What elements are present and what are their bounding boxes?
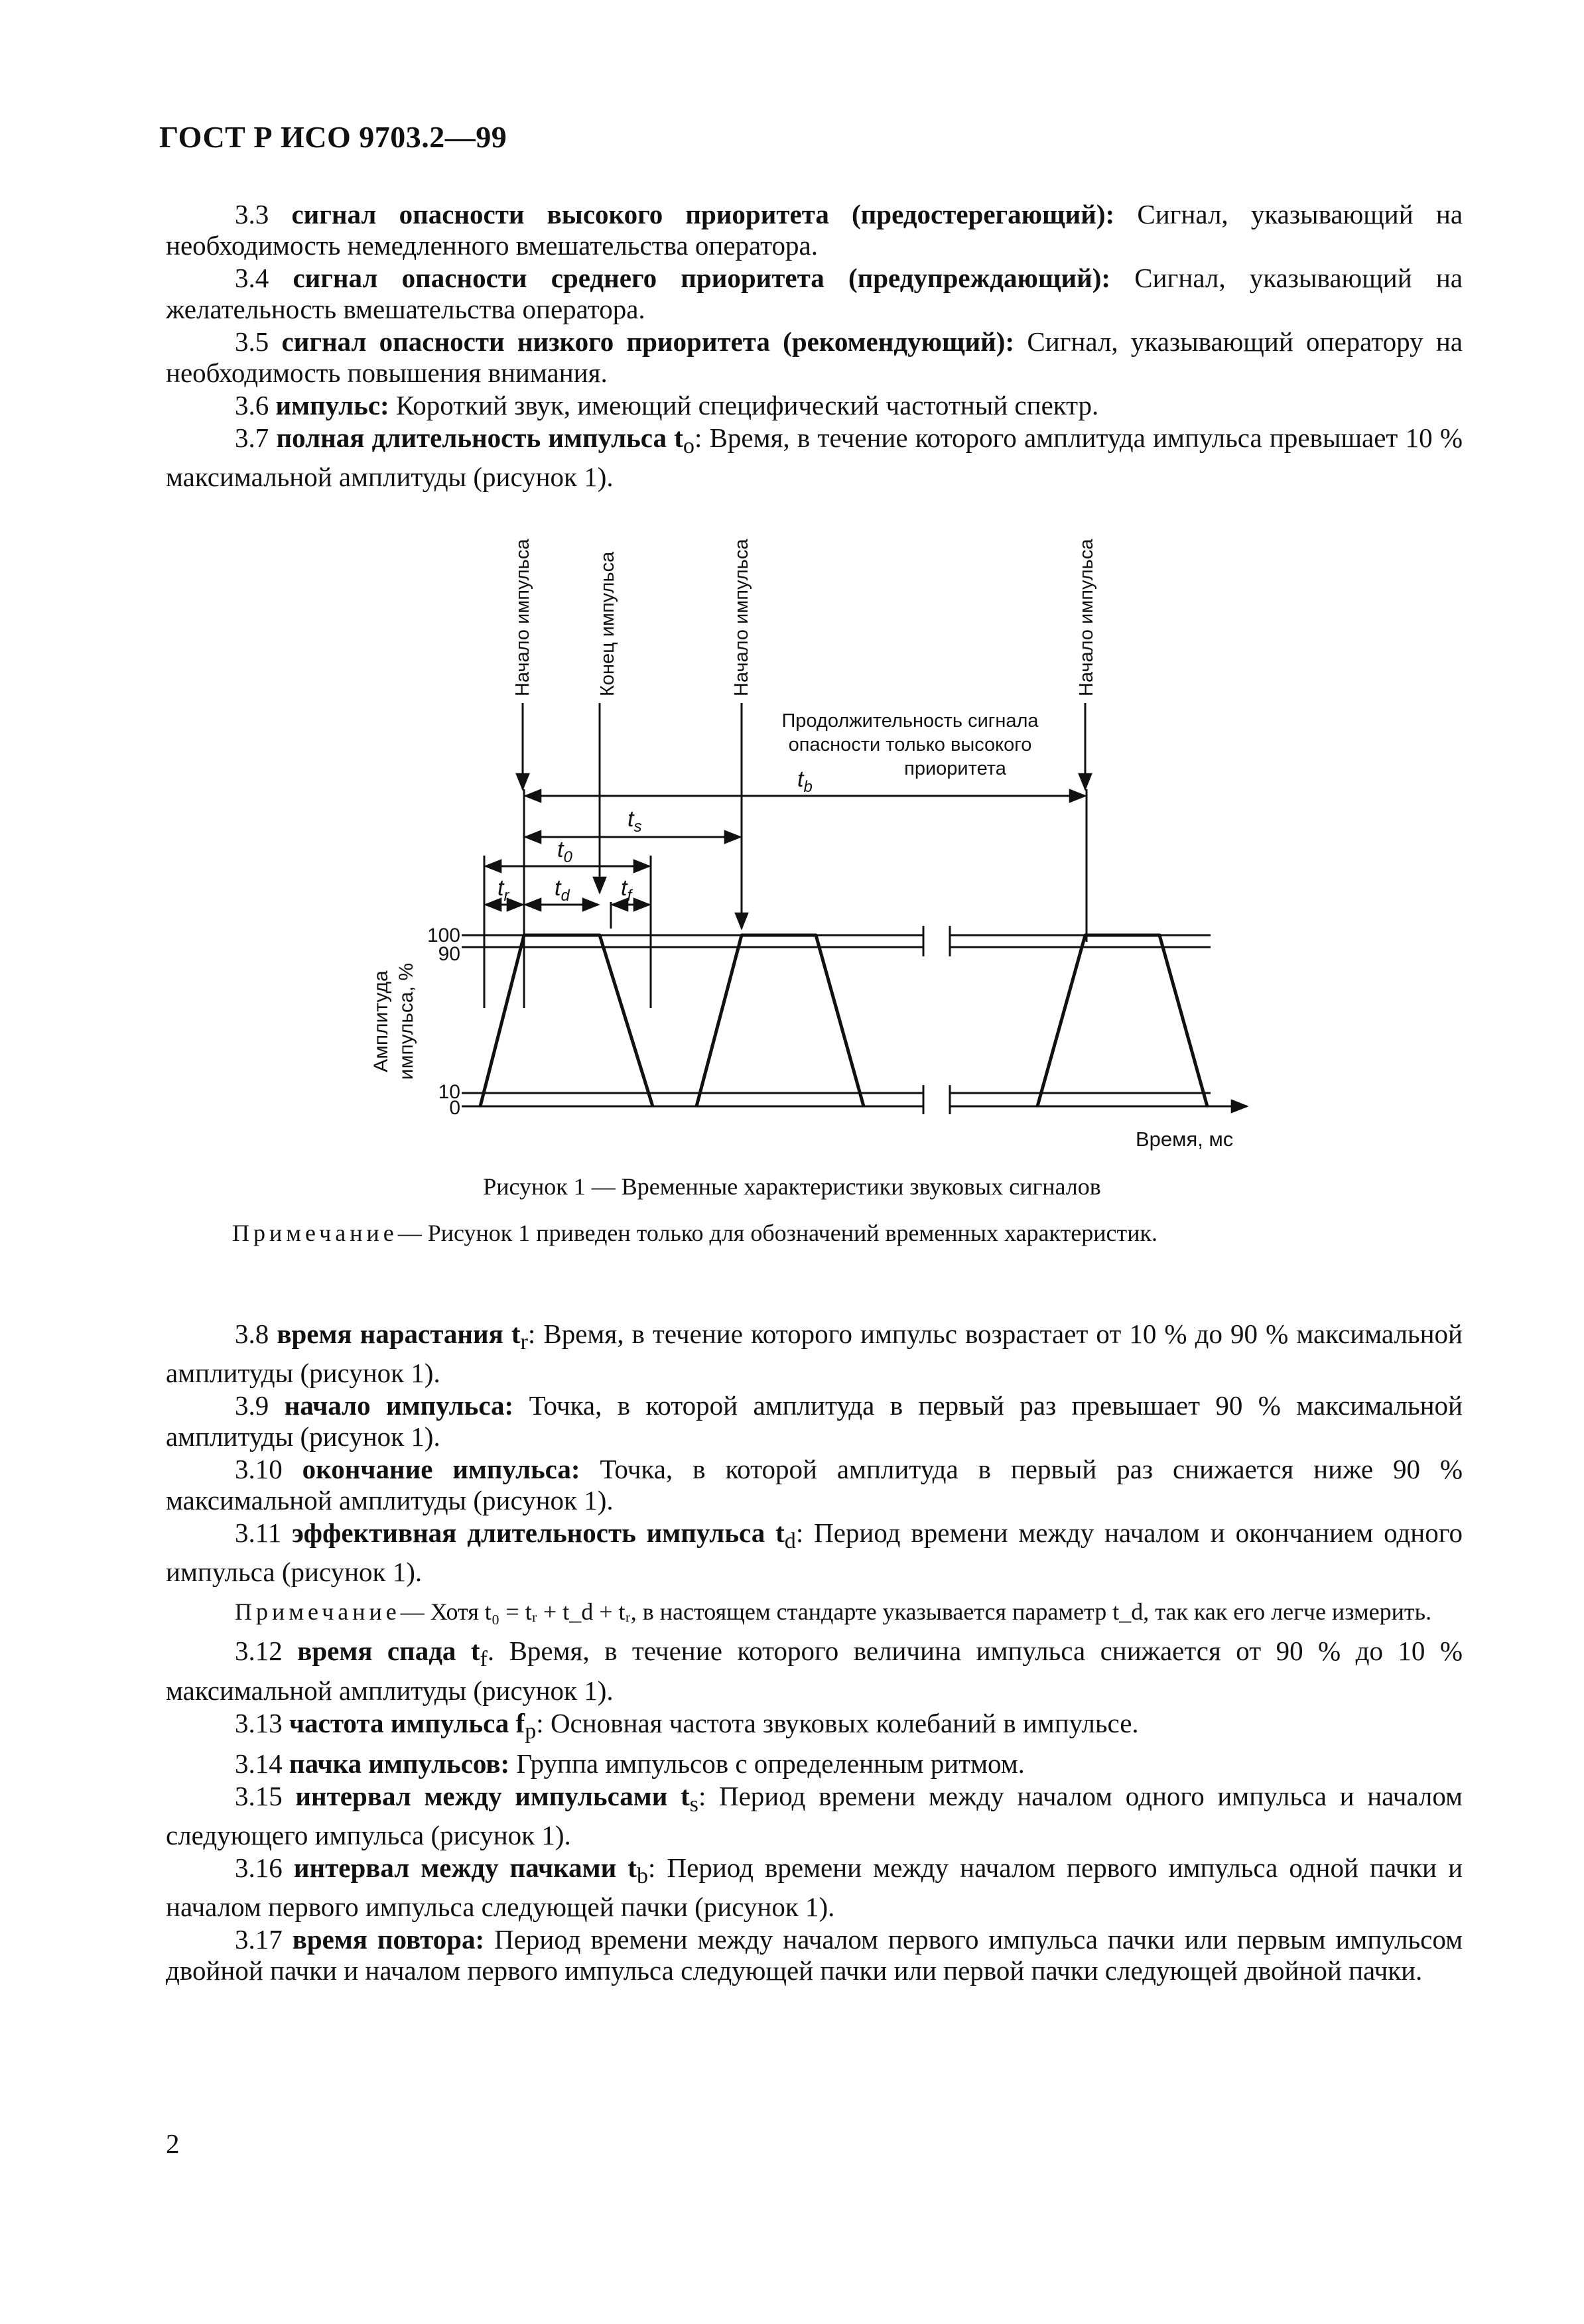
duration-label-line2: опасности только высокого xyxy=(788,734,1032,755)
paragraph-number: 3.16 xyxy=(235,1852,283,1883)
pulse-2 xyxy=(696,935,864,1106)
definition: Сигнал, указывающий на желательность вмешательства оператора. xyxy=(166,263,1463,324)
term: время спада t xyxy=(297,1636,480,1667)
paragraph-3-4 xyxy=(166,263,1463,325)
duration-label-line3: приоритета xyxy=(904,758,1006,779)
term-subscript: s xyxy=(689,1791,698,1817)
paragraph-number: 3.10 xyxy=(235,1454,283,1485)
note-text: — Хотя t₀ = tᵣ + t_d + tᵣ, в настоящем стандарте указывается параметр t_d, так как его легче измерить. xyxy=(400,1598,1432,1626)
term: интервал между импульсами t xyxy=(295,1780,690,1811)
paragraph-number: 3.4 xyxy=(235,263,269,293)
figure-1-timing-diagram xyxy=(0,504,1584,1167)
paragraph-number: 3.11 xyxy=(235,1517,282,1549)
top-paragraphs xyxy=(166,199,1463,494)
paragraph-3-3 xyxy=(166,199,1463,261)
paragraph-3-7 xyxy=(166,422,1463,493)
tf-label: $t_f$ xyxy=(621,875,632,905)
td-label: $t_d$ xyxy=(555,875,570,905)
paragraph-3-14 xyxy=(166,1748,1463,1779)
definition: Точка, в которой амплитуда в первый раз снижается ниже 90 % максимальной амплитуды (рисунок 1). xyxy=(166,1454,1463,1516)
definition: : Основная частота звуковых колебаний в импульсе. xyxy=(536,1707,1139,1738)
definition: Группа импульсов с определенным ритмом. xyxy=(509,1748,1025,1779)
paragraph-3-17 xyxy=(166,1924,1463,1986)
paragraph-3-10 xyxy=(166,1454,1463,1516)
definition: : Период времени между началом и окончанием одного импульса (рисунок 1). xyxy=(166,1517,1463,1588)
paragraph-3-8 xyxy=(166,1319,1463,1389)
tb-label: $t_b$ xyxy=(797,767,813,796)
paragraph-number: 3.7 xyxy=(235,422,269,453)
paragraph-3-9 xyxy=(166,1390,1463,1452)
end1-label: Конец импульса xyxy=(597,551,618,696)
paragraph-number: 3.15 xyxy=(235,1780,283,1811)
y-tick-0: 0 xyxy=(449,1097,460,1119)
term: сигнал опасности среднего приоритета (предупреждающий): xyxy=(293,263,1111,293)
y-axis-title-line1: Амплитуда xyxy=(370,970,392,1072)
definition: : Время, в течение которого амплитуда импульса превышает 10 % максимальной амплитуды (рисунок 1). xyxy=(166,422,1463,493)
term-subscript: p xyxy=(525,1718,537,1744)
paragraph-3-12 xyxy=(166,1636,1463,1706)
tr-label: $t_r$ xyxy=(497,875,509,905)
paragraph-number: 3.3 xyxy=(235,199,269,229)
start1-label: Начало импульса xyxy=(512,539,533,696)
definition: : Период времени между началом одного импульса и началом следующего импульса (рисунок 1). xyxy=(166,1780,1463,1850)
note-label: Примечание xyxy=(232,1220,398,1246)
paragraph-3-6 xyxy=(166,390,1463,421)
term: импульс: xyxy=(275,390,389,420)
figure-caption: Рисунок 1 — Временные характеристики звуковых сигналов xyxy=(483,1173,1101,1200)
paragraph-3-13 xyxy=(166,1708,1463,1747)
term: частота импульса f xyxy=(289,1707,525,1738)
term: окончание импульса: xyxy=(302,1454,580,1485)
pulse-3 xyxy=(1037,935,1207,1106)
start3-label: Начало импульса xyxy=(1076,539,1097,696)
paragraph-3-11 xyxy=(166,1517,1463,1588)
figure-note xyxy=(232,1219,1492,1247)
definition: Сигнал, указывающий оператору на необходимость повышения внимания. xyxy=(166,326,1463,388)
term: время нарастания t xyxy=(277,1319,521,1349)
definition: : Время, в течение которого импульс возрастает от 10 % до 90 % максимальной амплитуды (рисунок 1). xyxy=(166,1319,1463,1389)
start2-label: Начало импульса xyxy=(731,539,752,696)
term: пачка импульсов: xyxy=(289,1748,510,1779)
term-subscript: o xyxy=(683,434,694,459)
y-tick-10: 10 xyxy=(438,1081,460,1103)
paragraph-number: 3.12 xyxy=(235,1636,283,1667)
note-label: Примечание xyxy=(235,1598,401,1626)
term: сигнал опасности высокого приоритета (предостерегающий): xyxy=(291,199,1115,229)
term: начало импульса: xyxy=(284,1390,514,1421)
term: время повтора: xyxy=(292,1924,485,1955)
term-subscript: d xyxy=(784,1529,796,1554)
paragraph-number: 3.13 xyxy=(235,1707,283,1738)
paragraph-3-16 xyxy=(166,1852,1463,1923)
term: интервал между пачками t xyxy=(293,1852,637,1883)
y-tick-100: 100 xyxy=(427,925,460,946)
document-header: ГОСТ Р ИСО 9703.2—99 xyxy=(159,120,507,154)
pulse-1 xyxy=(480,935,653,1106)
term-subscript: r xyxy=(520,1330,528,1355)
definition: Период времени между началом первого импульса пачки или первым импульсом двойной пачки и началом первого импульса следующей пачки или первой пачки следующей двойной пачки. xyxy=(166,1924,1463,1986)
term-subscript: f xyxy=(480,1647,488,1672)
y-tick-90: 90 xyxy=(438,943,460,965)
page-number: 2 xyxy=(166,2128,180,2159)
definition: : Период времени между началом первого импульса одной пачки и началом первого импульса следующей пачки (рисунок 1). xyxy=(166,1852,1463,1923)
paragraph-number: 3.5 xyxy=(235,326,269,357)
paragraph-number: 3.6 xyxy=(235,390,269,420)
term-subscript: b xyxy=(636,1864,649,1889)
y-axis-title-line2: импульса, % xyxy=(395,962,417,1080)
ts-label: $t_s$ xyxy=(627,807,642,836)
paragraph-number: 3.14 xyxy=(235,1748,283,1779)
term: сигнал опасности низкого приоритета (рекомендующий): xyxy=(281,326,1015,357)
note-text: — Рисунок 1 приведен только для обозначений временных характеристик. xyxy=(397,1220,1157,1246)
x-axis-title: Время, мс xyxy=(1136,1128,1234,1151)
definition: Сигнал, указывающий на необходимость немедленного вмешательства оператора. xyxy=(166,199,1463,261)
definition: . Время, в течение которого величина импульса снижается от 90 % до 10 % максимальной амплитуды (рисунок 1). xyxy=(166,1636,1463,1706)
term: полная длительность импульса t xyxy=(276,422,683,453)
paragraph-3-5 xyxy=(166,326,1463,389)
paragraph-3-15 xyxy=(166,1781,1463,1851)
term: эффективная длительность импульса t xyxy=(292,1517,785,1549)
duration-label-line1: Продолжительность сигнала xyxy=(781,710,1039,732)
bottom-paragraphs xyxy=(166,1319,1463,1988)
definition: Короткий звук, имеющий специфический частотный спектр. xyxy=(389,390,1099,420)
paragraph-number: 3.8 xyxy=(235,1319,269,1349)
paragraph-number: 3.17 xyxy=(235,1924,283,1955)
to-label: $t_0$ xyxy=(557,837,572,866)
paragraph-number: 3.9 xyxy=(235,1390,269,1421)
note-2 xyxy=(166,1597,1463,1626)
definition: Точка, в которой амплитуда в первый раз превышает 90 % максимальной амплитуды (рисунок 1). xyxy=(166,1390,1463,1452)
